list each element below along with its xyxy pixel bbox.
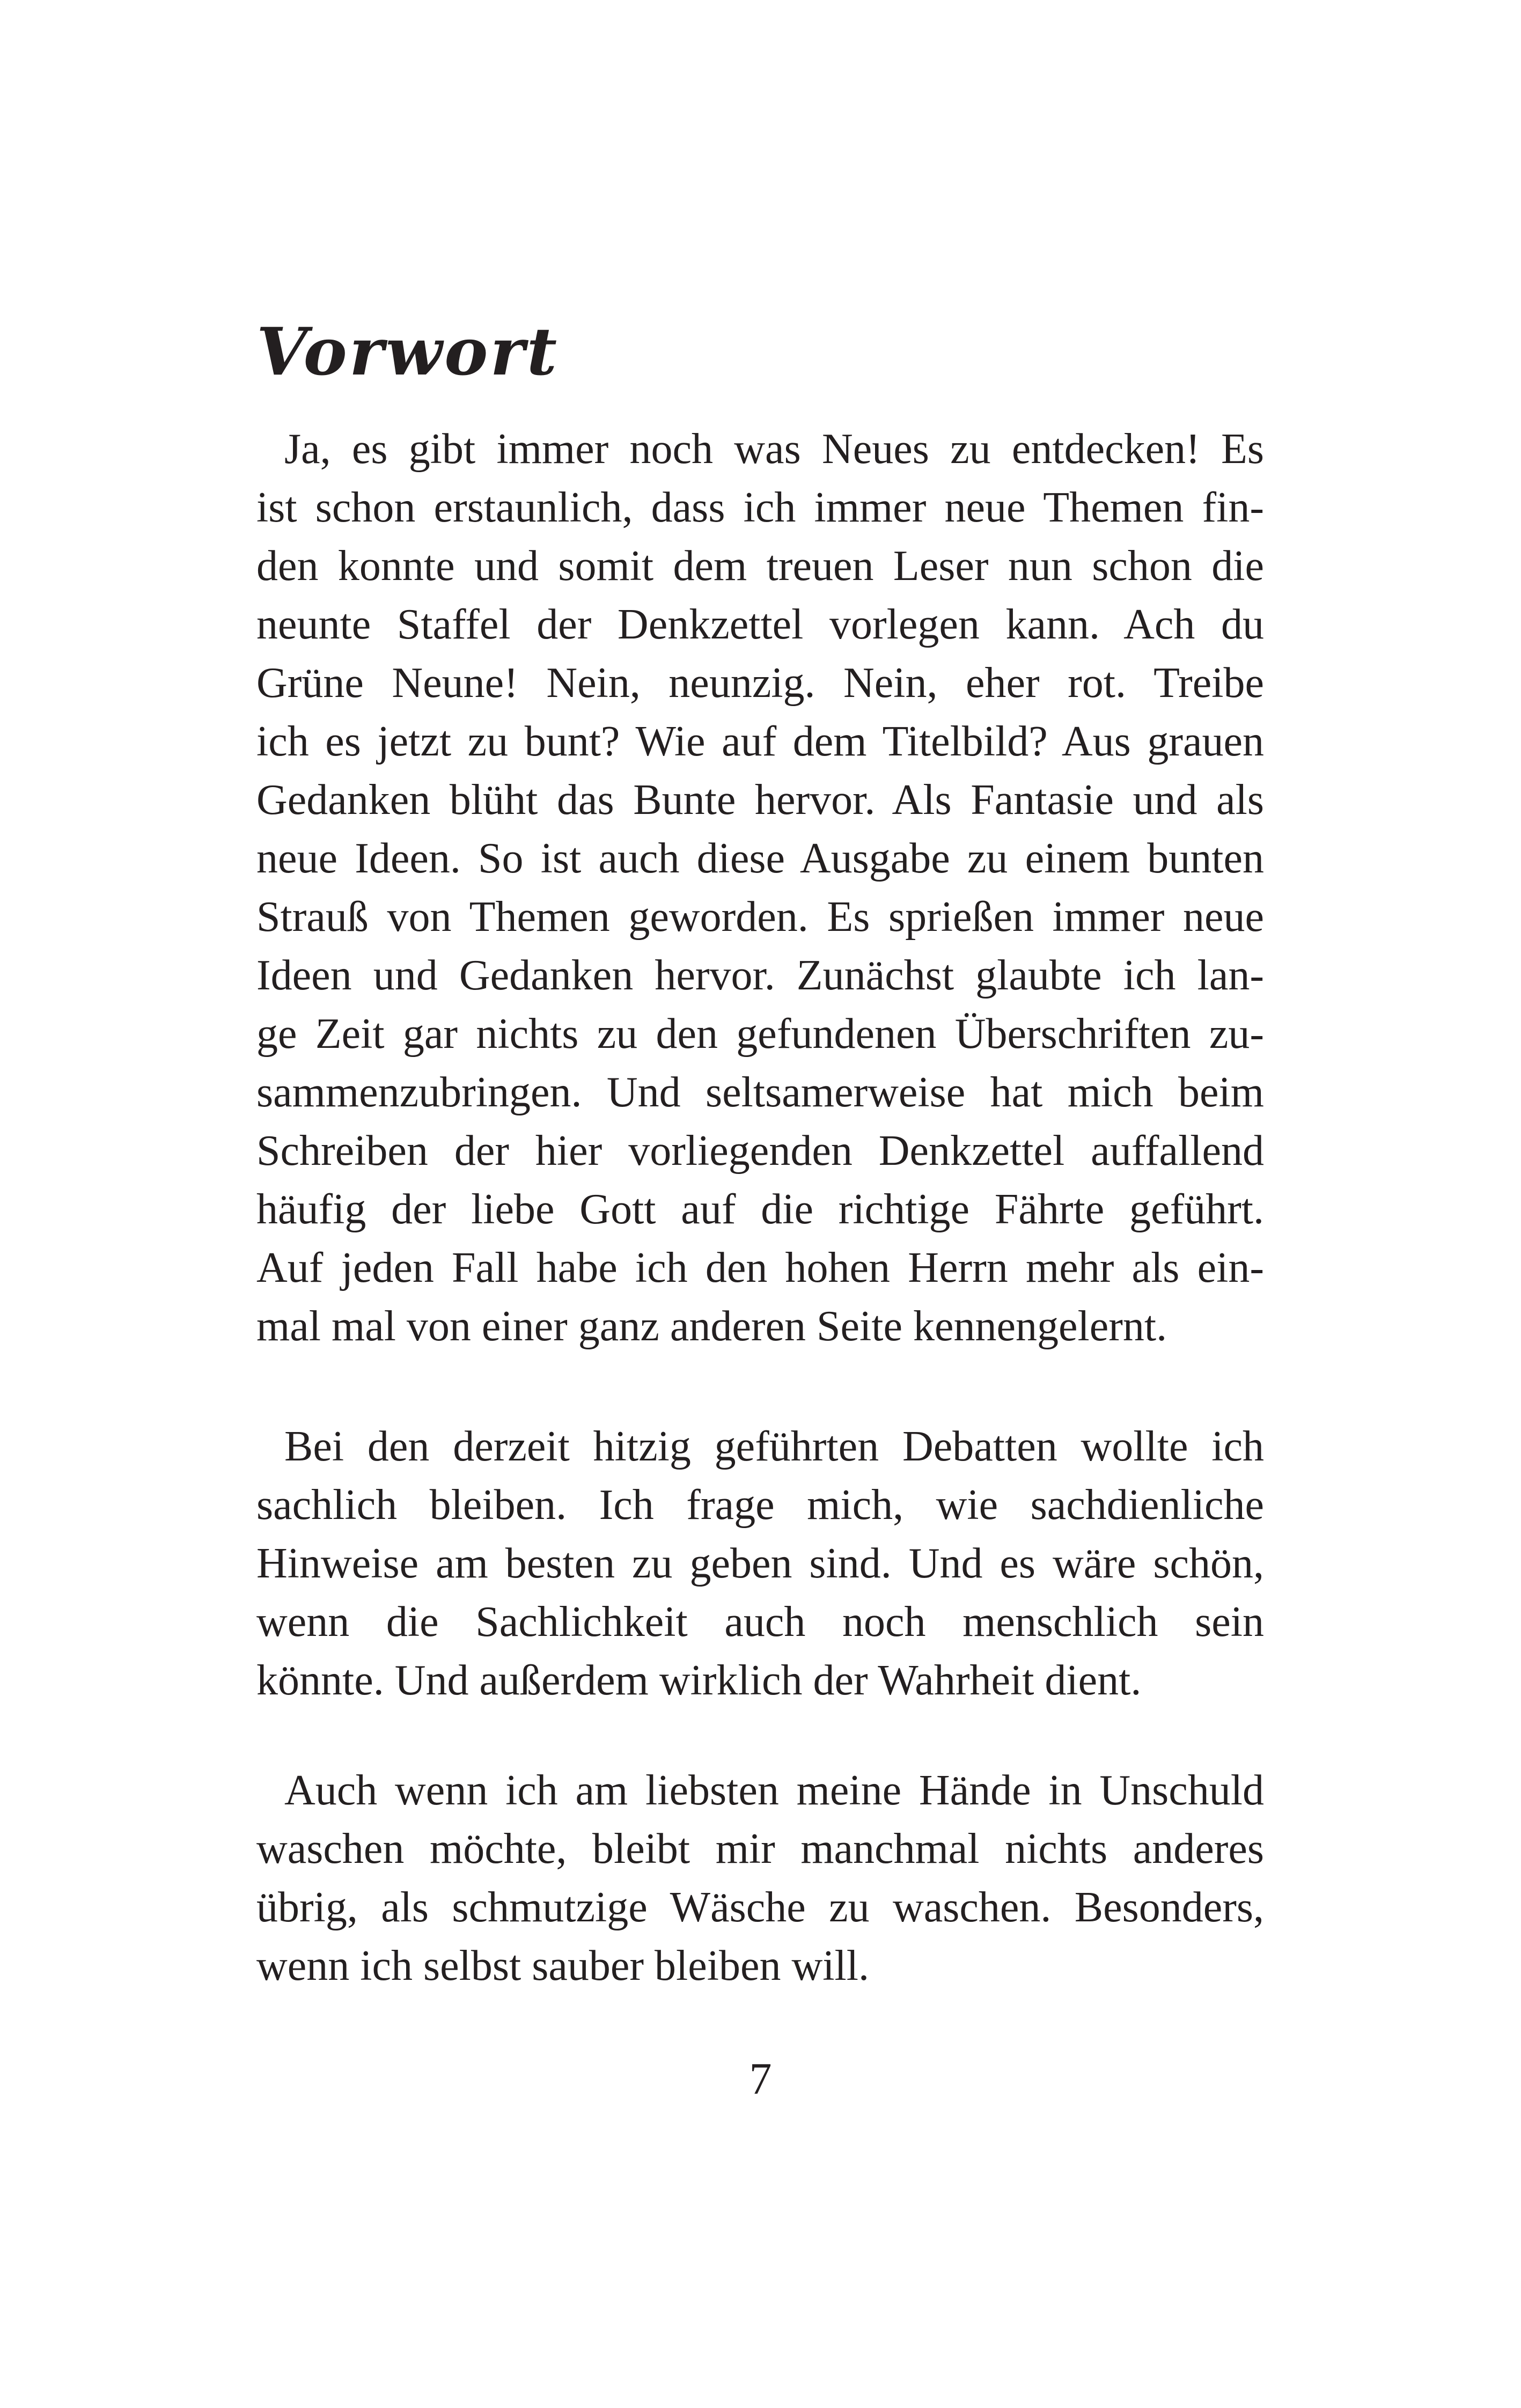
text-line: ge Zeit gar nichts zu den gefundenen Überschriften zu-: [256, 1010, 1264, 1058]
text-line: ist schon erstaunlich, dass ich immer neue Themen fin-: [256, 484, 1264, 531]
text-line: ich es jetzt zu bunt? Wie auf dem Titelbild? Aus grauen: [256, 718, 1264, 765]
text-line: neunte Staffel der Denkzettel vorlegen kann. Ach du: [256, 601, 1264, 648]
text-line: Auf jeden Fall habe ich den hohen Herrn mehr als ein-: [256, 1244, 1264, 1291]
text-line: Hinweise am besten zu geben sind. Und es wäre schön,: [256, 1540, 1264, 1587]
text-line: Auch wenn ich am liebsten meine Hände in Unschuld: [284, 1767, 1264, 1814]
text-line: wenn die Sachlichkeit auch noch menschlich sein: [256, 1598, 1264, 1646]
text-line: Ja, es gibt immer noch was Neues zu entdecken! Es: [284, 425, 1264, 473]
text-line: wenn ich selbst sauber bleiben will.: [256, 1942, 869, 1989]
text-line: Ideen und Gedanken hervor. Zunächst glaubte ich lan-: [256, 952, 1264, 999]
text-line: waschen möchte, bleibt mir manchmal nichts anderes: [256, 1825, 1264, 1873]
text-line: Strauß von Themen geworden. Es sprießen immer neue: [256, 893, 1264, 941]
chapter-heading: Vorwort: [256, 313, 560, 390]
text-line: übrig, als schmutzige Wäsche zu waschen. Besonders,: [256, 1884, 1264, 1931]
text-line: den konnte und somit dem treuen Leser nun schon die: [256, 542, 1264, 590]
text-line: sammenzubringen. Und seltsamerweise hat mich beim: [256, 1069, 1264, 1116]
text-line: Bei den derzeit hitzig geführten Debatten wollte ich: [284, 1423, 1264, 1470]
page-number: 7: [749, 2054, 772, 2104]
paragraph: [256, 1418, 1264, 1710]
text-line: könnte. Und außerdem wirklich der Wahrheit dient.: [256, 1657, 1142, 1704]
text-line: sachlich bleiben. Ich frage mich, wie sachdienliche: [256, 1481, 1264, 1529]
text-line: Schreiben der hier vorliegenden Denkzettel auffallend: [256, 1127, 1264, 1174]
text-line: mal mal von einer ganz anderen Seite kennengelernt.: [256, 1303, 1167, 1350]
text-line: Gedanken blüht das Bunte hervor. Als Fantasie und als: [256, 776, 1264, 824]
paragraph: [256, 420, 1264, 1356]
text-line: Grüne Neune! Nein, neunzig. Nein, eher rot. Treibe: [256, 659, 1264, 707]
text-line: häufig der liebe Gott auf die richtige Fährte geführt.: [256, 1186, 1264, 1233]
paragraph: [256, 1761, 1264, 1995]
text-line: neue Ideen. So ist auch diese Ausgabe zu einem bunten: [256, 835, 1264, 882]
